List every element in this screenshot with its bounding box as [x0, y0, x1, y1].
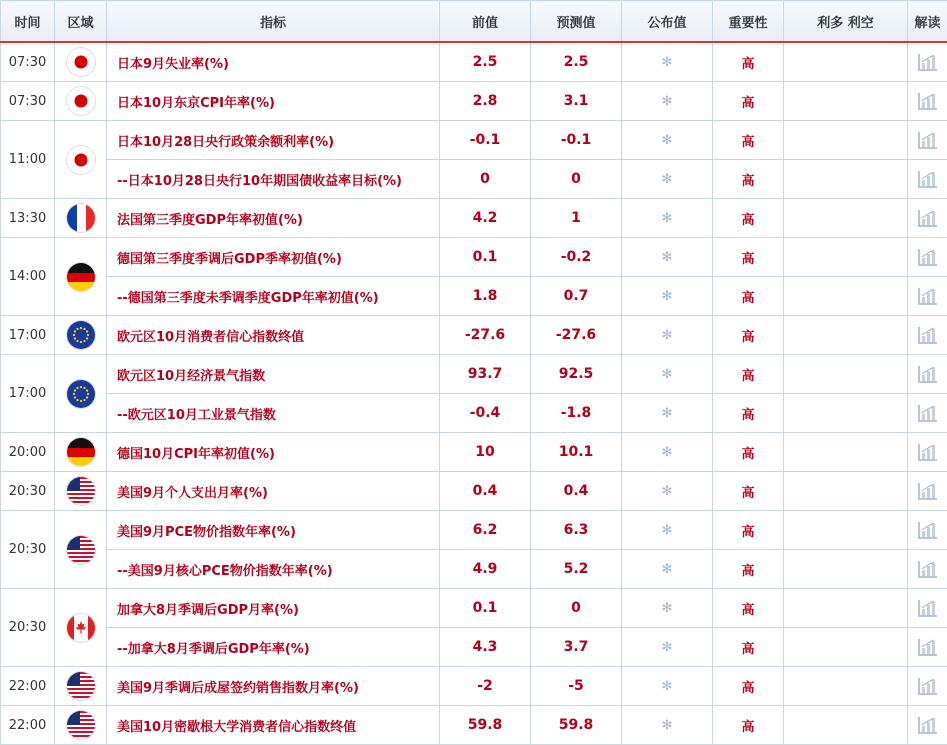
importance-value: 高: [713, 160, 784, 199]
impact-cell: [784, 628, 908, 667]
impact-cell: [784, 511, 908, 550]
loading-spinner-icon: ✻: [660, 134, 674, 148]
germany-flag-icon: [67, 263, 95, 291]
row-region: [55, 316, 107, 355]
eu-flag-icon: [67, 321, 95, 349]
chart-icon[interactable]: [918, 367, 938, 382]
indicator-name[interactable]: 德国第三季度季调后GDP季率初值(%): [107, 238, 440, 277]
importance-value: 高: [713, 355, 784, 394]
row-region: [55, 121, 107, 199]
table-row[interactable]: [1, 121, 947, 160]
germany-flag-icon: [67, 438, 95, 466]
usa-flag-icon: [67, 672, 95, 700]
chart-icon[interactable]: [918, 328, 938, 343]
loading-spinner-icon: ✻: [660, 251, 674, 265]
impact-cell: [784, 667, 908, 706]
loading-spinner-icon: ✻: [660, 485, 674, 499]
forecast-value: 6.3: [531, 511, 622, 550]
forecast-value: 10.1: [531, 433, 622, 472]
indicator-name[interactable]: --日本10月28日央行10年期国债收益率目标(%): [107, 160, 440, 199]
previous-value: -0.1: [440, 121, 531, 160]
forecast-value: 0.7: [531, 277, 622, 316]
forecast-value: -5: [531, 667, 622, 706]
actual-value: [622, 316, 713, 355]
row-region: [55, 238, 107, 316]
table-header-row: [1, 1, 947, 43]
chart-icon[interactable]: [918, 406, 938, 421]
indicator-name[interactable]: 欧元区10月消费者信心指数终值: [107, 316, 440, 355]
analysis-cell[interactable]: [908, 82, 947, 121]
analysis-cell[interactable]: [908, 199, 947, 238]
loading-spinner-icon: ✻: [660, 95, 674, 109]
row-region: [55, 511, 107, 589]
row-region: [55, 355, 107, 433]
importance-value: 高: [713, 628, 784, 667]
previous-value: 1.8: [440, 277, 531, 316]
header-analysis[interactable]: 解读: [908, 1, 947, 43]
analysis-cell[interactable]: [908, 550, 947, 589]
indicator-name[interactable]: 加拿大8月季调后GDP月率(%): [107, 589, 440, 628]
analysis-cell[interactable]: [908, 277, 947, 316]
importance-value: 高: [713, 316, 784, 355]
importance-value: 高: [713, 277, 784, 316]
impact-cell: [784, 82, 908, 121]
chart-icon[interactable]: [918, 94, 938, 109]
analysis-cell[interactable]: [908, 589, 947, 628]
impact-cell: [784, 550, 908, 589]
chart-icon[interactable]: [918, 250, 938, 265]
actual-value: [622, 42, 713, 82]
indicator-name[interactable]: 日本10月28日央行政策余额利率(%): [107, 121, 440, 160]
impact-cell: [784, 238, 908, 277]
importance-value: 高: [713, 42, 784, 82]
importance-value: 高: [713, 589, 784, 628]
importance-value: 高: [713, 511, 784, 550]
importance-value: 高: [713, 199, 784, 238]
forecast-value: -0.2: [531, 238, 622, 277]
previous-value: 6.2: [440, 511, 531, 550]
impact-cell: [784, 316, 908, 355]
row-region: [55, 433, 107, 472]
loading-spinner-icon: ✻: [660, 329, 674, 343]
forecast-value: 0: [531, 589, 622, 628]
impact-cell: [784, 394, 908, 433]
actual-value: [622, 511, 713, 550]
eu-flag-icon: [67, 380, 95, 408]
table-body: [1, 42, 947, 745]
indicator-name[interactable]: 日本9月失业率(%): [107, 42, 440, 82]
previous-value: 2.5: [440, 42, 531, 82]
indicator-name[interactable]: --欧元区10月工业景气指数: [107, 394, 440, 433]
row-region: [55, 472, 107, 511]
row-time: 17:00: [1, 355, 55, 433]
japan-flag-icon: [67, 146, 95, 174]
row-region: [55, 589, 107, 667]
loading-spinner-icon: ✻: [660, 173, 674, 187]
table-row[interactable]: [1, 511, 947, 550]
forecast-value: 59.8: [531, 706, 622, 745]
row-time: 20:00: [1, 433, 55, 472]
impact-cell: [784, 121, 908, 160]
indicator-name[interactable]: 美国10月密歇根大学消费者信心指数终值: [107, 706, 440, 745]
previous-value: 0.1: [440, 589, 531, 628]
previous-value: -0.4: [440, 394, 531, 433]
table-row[interactable]: [1, 82, 947, 121]
usa-flag-icon: [67, 477, 95, 505]
usa-flag-icon: [67, 536, 95, 564]
importance-value: 高: [713, 238, 784, 277]
loading-spinner-icon: ✻: [660, 368, 674, 382]
previous-value: 0.4: [440, 472, 531, 511]
row-time: 22:00: [1, 667, 55, 706]
analysis-cell[interactable]: [908, 472, 947, 511]
actual-value: [622, 472, 713, 511]
analysis-cell[interactable]: [908, 355, 947, 394]
japan-flag-icon: [67, 87, 95, 115]
chart-icon[interactable]: [918, 289, 938, 304]
impact-cell: [784, 706, 908, 745]
japan-flag-icon: [67, 48, 95, 76]
analysis-cell[interactable]: [908, 121, 947, 160]
row-region: [55, 82, 107, 121]
loading-spinner-icon: ✻: [660, 680, 674, 694]
impact-cell: [784, 355, 908, 394]
impact-cell: [784, 589, 908, 628]
header-forecast[interactable]: 预测值: [531, 1, 622, 43]
indicator-name[interactable]: 美国9月PCE物价指数年率(%): [107, 511, 440, 550]
indicator-name[interactable]: 欧元区10月经济景气指数: [107, 355, 440, 394]
indicator-name[interactable]: 日本10月东京CPI年率(%): [107, 82, 440, 121]
impact-cell: [784, 42, 908, 82]
chart-icon[interactable]: [918, 718, 938, 733]
header-time[interactable]: 时间: [1, 1, 55, 43]
actual-value: [622, 589, 713, 628]
importance-value: 高: [713, 82, 784, 121]
previous-value: 4.2: [440, 199, 531, 238]
importance-value: 高: [713, 121, 784, 160]
analysis-cell[interactable]: [908, 706, 947, 745]
analysis-cell[interactable]: [908, 42, 947, 82]
table-row[interactable]: [1, 667, 947, 706]
impact-cell: [784, 433, 908, 472]
actual-value: [622, 277, 713, 316]
actual-value: [622, 394, 713, 433]
actual-value: [622, 160, 713, 199]
loading-spinner-icon: ✻: [660, 641, 674, 655]
row-time: 20:30: [1, 589, 55, 667]
actual-value: [622, 667, 713, 706]
forecast-value: 3.1: [531, 82, 622, 121]
header-importance[interactable]: 重要性: [713, 1, 784, 43]
chart-icon[interactable]: [918, 562, 938, 577]
loading-spinner-icon: ✻: [660, 446, 674, 460]
actual-value: [622, 628, 713, 667]
chart-icon[interactable]: [918, 601, 938, 616]
loading-spinner-icon: ✻: [660, 524, 674, 538]
impact-cell: [784, 472, 908, 511]
chart-icon[interactable]: [918, 211, 938, 226]
table-row[interactable]: [1, 472, 947, 511]
table-row[interactable]: [1, 628, 947, 667]
table-row[interactable]: [1, 433, 947, 472]
header-region[interactable]: 区域: [55, 1, 107, 43]
forecast-value: 3.7: [531, 628, 622, 667]
table-row[interactable]: [1, 589, 947, 628]
forecast-value: 92.5: [531, 355, 622, 394]
table-row[interactable]: [1, 394, 947, 433]
canada-flag-icon: [67, 614, 95, 642]
importance-value: 高: [713, 667, 784, 706]
importance-value: 高: [713, 550, 784, 589]
importance-value: 高: [713, 472, 784, 511]
forecast-value: -1.8: [531, 394, 622, 433]
importance-value: 高: [713, 706, 784, 745]
header-actual[interactable]: 公布值: [622, 1, 713, 43]
chart-icon[interactable]: [918, 133, 938, 148]
previous-value: 0.1: [440, 238, 531, 277]
table-row[interactable]: [1, 277, 947, 316]
actual-value: [622, 706, 713, 745]
impact-cell: [784, 199, 908, 238]
row-time: 17:00: [1, 316, 55, 355]
row-time: 07:30: [1, 42, 55, 82]
previous-value: -27.6: [440, 316, 531, 355]
header-impact[interactable]: 利多 利空: [784, 1, 908, 43]
indicator-name[interactable]: 美国9月个人支出月率(%): [107, 472, 440, 511]
actual-value: [622, 82, 713, 121]
indicator-name[interactable]: 德国10月CPI年率初值(%): [107, 433, 440, 472]
table-row[interactable]: [1, 199, 947, 238]
loading-spinner-icon: ✻: [660, 407, 674, 421]
row-time: 07:30: [1, 82, 55, 121]
analysis-cell[interactable]: [908, 316, 947, 355]
table-row[interactable]: [1, 160, 947, 199]
row-time: 14:00: [1, 238, 55, 316]
chart-icon[interactable]: [918, 445, 938, 460]
forecast-value: 5.2: [531, 550, 622, 589]
chart-icon[interactable]: [918, 679, 938, 694]
importance-value: 高: [713, 433, 784, 472]
loading-spinner-icon: ✻: [660, 719, 674, 733]
row-region: [55, 199, 107, 238]
impact-cell: [784, 277, 908, 316]
table-row[interactable]: [1, 706, 947, 745]
forecast-value: 0.4: [531, 472, 622, 511]
forecast-value: 0: [531, 160, 622, 199]
loading-spinner-icon: ✻: [660, 563, 674, 577]
analysis-cell[interactable]: [908, 394, 947, 433]
table-row[interactable]: [1, 238, 947, 277]
analysis-cell[interactable]: [908, 160, 947, 199]
table-row[interactable]: [1, 550, 947, 589]
row-region: [55, 42, 107, 82]
header-indicator[interactable]: 指标: [107, 1, 440, 43]
previous-value: 2.8: [440, 82, 531, 121]
row-time: 13:30: [1, 199, 55, 238]
previous-value: 0: [440, 160, 531, 199]
table-row[interactable]: [1, 355, 947, 394]
chart-icon[interactable]: [918, 55, 938, 70]
chart-icon[interactable]: [918, 484, 938, 499]
loading-spinner-icon: ✻: [660, 212, 674, 226]
analysis-cell[interactable]: [908, 667, 947, 706]
chart-icon[interactable]: [918, 640, 938, 655]
actual-value: [622, 433, 713, 472]
importance-value: 高: [713, 394, 784, 433]
chart-icon[interactable]: [918, 172, 938, 187]
previous-value: 10: [440, 433, 531, 472]
indicator-name[interactable]: 法国第三季度GDP年率初值(%): [107, 199, 440, 238]
impact-cell: [784, 160, 908, 199]
forecast-value: 1: [531, 199, 622, 238]
actual-value: [622, 238, 713, 277]
row-time: 20:30: [1, 472, 55, 511]
forecast-value: -0.1: [531, 121, 622, 160]
row-time: 11:00: [1, 121, 55, 199]
loading-spinner-icon: ✻: [660, 290, 674, 304]
previous-value: 59.8: [440, 706, 531, 745]
analysis-cell[interactable]: [908, 628, 947, 667]
previous-value: 93.7: [440, 355, 531, 394]
france-flag-icon: [67, 204, 95, 232]
row-region: [55, 706, 107, 745]
row-region: [55, 667, 107, 706]
row-time: 20:30: [1, 511, 55, 589]
actual-value: [622, 121, 713, 160]
analysis-cell[interactable]: [908, 433, 947, 472]
previous-value: 4.9: [440, 550, 531, 589]
table-row[interactable]: [1, 42, 947, 82]
loading-spinner-icon: ✻: [660, 56, 674, 70]
chart-icon[interactable]: [918, 523, 938, 538]
analysis-cell[interactable]: [908, 511, 947, 550]
loading-spinner-icon: ✻: [660, 602, 674, 616]
row-time: 22:00: [1, 706, 55, 745]
previous-value: 4.3: [440, 628, 531, 667]
analysis-cell[interactable]: [908, 238, 947, 277]
usa-flag-icon: [67, 711, 95, 739]
header-previous[interactable]: 前值: [440, 1, 531, 43]
actual-value: [622, 550, 713, 589]
actual-value: [622, 199, 713, 238]
table-row[interactable]: [1, 316, 947, 355]
indicator-name[interactable]: --美国9月核心PCE物价指数年率(%): [107, 550, 440, 589]
indicator-name[interactable]: --德国第三季度未季调季度GDP年率初值(%): [107, 277, 440, 316]
indicator-name[interactable]: --加拿大8月季调后GDP年率(%): [107, 628, 440, 667]
actual-value: [622, 355, 713, 394]
forecast-value: 2.5: [531, 42, 622, 82]
indicator-name[interactable]: 美国9月季调后成屋签约销售指数月率(%): [107, 667, 440, 706]
forecast-value: -27.6: [531, 316, 622, 355]
previous-value: -2: [440, 667, 531, 706]
